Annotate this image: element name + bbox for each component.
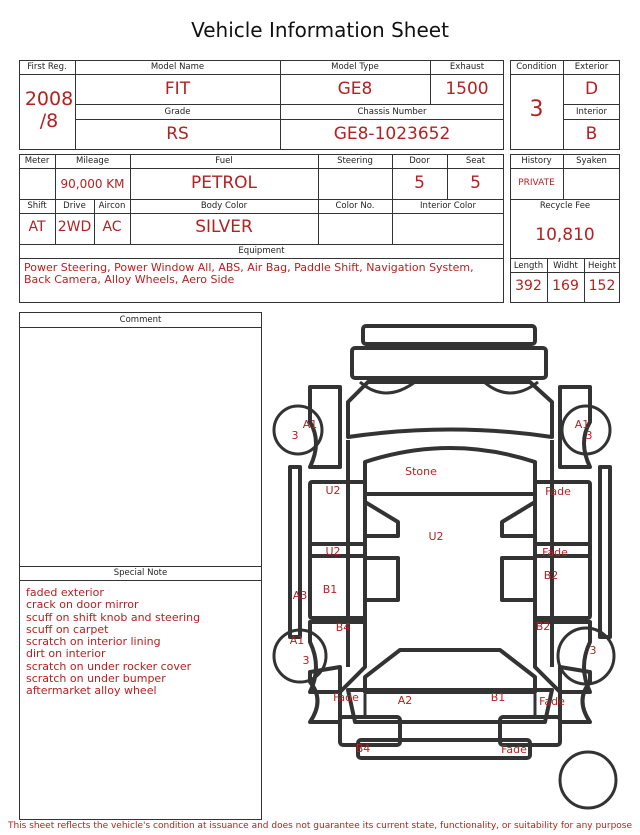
special-note-item: scuff on shift knob and steering	[26, 610, 201, 624]
syaken-label: Syaken	[576, 156, 607, 166]
interior-color-label: Interior Color	[420, 201, 476, 211]
mark-front-left-wheel-grade: 3	[291, 429, 299, 442]
length-value: 392	[515, 278, 542, 294]
special-note-item: faded exterior	[26, 586, 104, 599]
spare-wheel-part	[560, 752, 616, 808]
fuel-value: PETROL	[190, 173, 258, 193]
right-rocker-part	[600, 467, 610, 637]
grade-value: RS	[166, 124, 189, 144]
shift-label: Shift	[27, 201, 47, 211]
front-grille-part	[352, 348, 546, 378]
exterior-label: Exterior	[574, 62, 609, 72]
height-label: Height	[587, 261, 617, 271]
mark-left-sill: A3	[292, 589, 308, 602]
front-bumper-part	[363, 326, 535, 344]
comment-label: Comment	[119, 315, 162, 325]
special-note-label: Special Note	[113, 568, 168, 578]
body-color-value: SILVER	[195, 217, 253, 237]
seat-value: 5	[470, 173, 481, 193]
seat-label: Seat	[465, 156, 486, 166]
history-value: PRIVATE	[518, 178, 555, 188]
mark-rear-bumper-left: B4	[355, 742, 371, 755]
height-value: 152	[588, 278, 616, 294]
special-note-item: dirt on interior	[26, 647, 106, 661]
mark-rear-right-fender: Fade	[539, 695, 565, 708]
chassis-value: GE8-1023652	[333, 124, 451, 144]
left-rocker-part	[290, 467, 300, 637]
interior-label: Interior	[575, 107, 607, 117]
mileage-value: 90,000 KM	[60, 177, 125, 191]
drive-label: Drive	[63, 201, 86, 211]
special-note-item: scratch on under rocker cover	[26, 659, 192, 673]
width-value: 169	[552, 278, 579, 294]
mark-rear-right-lamp: B1	[490, 691, 506, 704]
aircon-value: AC	[102, 219, 122, 235]
disclaimer-footer: This sheet reflects the vehicle's condition at issuance and does not guarantee its current state, functionality, or suitability for any purpose	[7, 821, 633, 831]
mark-rear-left-wheel: A1	[289, 634, 305, 647]
special-note-item: scratch on under bumper	[26, 672, 166, 686]
page-title: Vehicle Information Sheet	[191, 18, 449, 42]
steering-label: Steering	[337, 156, 373, 166]
model-type-value: GE8	[337, 79, 373, 99]
exhaust-label: Exhaust	[449, 62, 485, 72]
mark-right-quarter: B2	[535, 620, 551, 633]
door-label: Door	[409, 156, 430, 166]
first-reg-value: 2008 /8	[24, 88, 74, 132]
grade-label: Grade	[164, 107, 191, 117]
length-label: Length	[513, 261, 544, 271]
special-note-list	[26, 587, 256, 698]
aircon-label: Aircon	[98, 201, 126, 211]
meter-label: Meter	[24, 156, 50, 166]
model-name-value: FIT	[164, 79, 191, 99]
equipment-label: Equipment	[238, 246, 285, 256]
car-damage-diagram	[270, 322, 630, 818]
mark-right-rear-door: B2	[543, 569, 559, 582]
first-reg-label: First Reg.	[27, 62, 67, 72]
drive-value: 2WD	[57, 219, 92, 235]
mark-left-quarter: B4	[335, 621, 351, 634]
mark-right-rear-door-top: Fade	[542, 546, 568, 559]
color-no-label: Color No.	[335, 201, 375, 211]
windshield-part	[365, 448, 535, 494]
special-note-item: scratch on interior lining	[26, 635, 161, 649]
equipment-value: Power Steering, Power Window All, ABS, Air Bag, Paddle Shift, Navigation System, Back Camera, Alloy Wheels, Aero Side	[24, 261, 474, 286]
width-label: Widht	[553, 261, 578, 271]
model-name-label: Model Name	[150, 62, 205, 72]
body-color-label: Body Color	[200, 201, 248, 211]
interior-value: B	[585, 124, 598, 144]
mark-rear-center: A2	[397, 694, 413, 707]
right-rear-door-part	[535, 556, 590, 618]
rear-window-part	[365, 650, 535, 692]
mark-front-right-wheel: A1	[574, 418, 590, 431]
mark-front-left-wheel: A1	[302, 418, 318, 431]
shift-value: AT	[28, 219, 46, 235]
mark-right-front-door: Fade	[545, 485, 571, 498]
special-note-item: aftermarket alloy wheel	[26, 684, 157, 698]
mark-rear-left-fender: Fade	[333, 691, 359, 704]
left-rear-door-part	[310, 556, 365, 618]
special-note-item: crack on door mirror	[26, 598, 139, 612]
condition-label: Condition	[516, 62, 557, 72]
fuel-label: Fuel	[215, 156, 233, 166]
mark-rear-right-wheel-grade: 3	[589, 644, 597, 657]
mileage-label: Mileage	[75, 156, 110, 166]
mark-rear-bumper-right: Fade	[501, 743, 527, 756]
recycle-fee-value: 10,810	[535, 225, 595, 245]
mark-left-rear-door-top: U2	[325, 545, 341, 558]
condition-value: 3	[529, 97, 544, 122]
mark-rear-left-wheel-grade: 3	[302, 654, 310, 667]
special-note-item: scuff on carpet	[26, 622, 109, 636]
chassis-label: Chassis Number	[357, 107, 427, 117]
exhaust-value: 1500	[445, 79, 489, 99]
exterior-value: D	[584, 79, 599, 99]
mark-roof: U2	[428, 530, 444, 543]
recycle-fee-label: Recycle Fee	[539, 201, 591, 211]
mark-left-front-door: U2	[325, 484, 341, 497]
mark-front-right-wheel-grade: 3	[585, 429, 593, 442]
door-value: 5	[414, 173, 425, 193]
mark-left-rear-door: B1	[322, 583, 338, 596]
history-label: History	[521, 156, 552, 166]
mark-windshield: Stone	[405, 465, 437, 478]
model-type-label: Model Type	[331, 62, 379, 72]
